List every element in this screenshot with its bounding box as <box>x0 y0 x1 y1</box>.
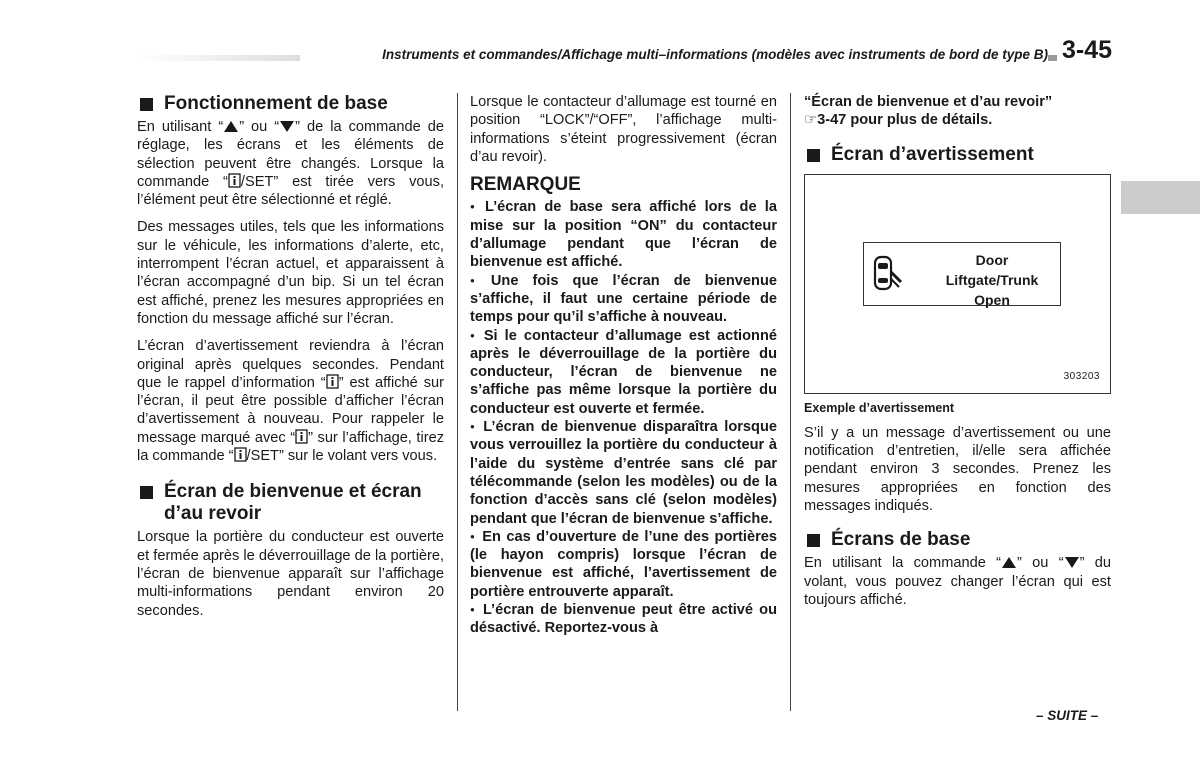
paragraph: Lorsque le contacteur d’allumage est tourné en position “LOCK”/“OFF”, l’affichage multi-informations s’éteint progressivement (écran d’au revoir). <box>470 94 777 165</box>
figure-caption: Exemple d’avertissement <box>804 400 955 415</box>
up-triangle-icon <box>1001 556 1017 569</box>
list-item: ● L’écran de bienvenue peut être activé ou désactivé. Reportez-vous à <box>470 601 777 638</box>
remarque-heading: REMARQUE <box>470 174 581 196</box>
column-3 <box>804 93 1111 609</box>
warning-message: Door Liftgate/Trunk Open <box>945 251 1039 308</box>
paragraph: En utilisant la commande “ ” ou “ ” du volant, vous pouvez changer l’écran qui est toujours affiché. <box>804 555 1111 608</box>
list-item: ● Une fois que l’écran de bienvenue s’affiche, il faut une certaine période de temps pour qu’il s’affiche à nouveau. <box>470 272 777 327</box>
list-item: ● En cas d’ouverture de l’une des portières (le hayon compris) lorsque l’écran de bienvenue est affiché, l’avertissement de portière entrouverte apparaît. <box>470 528 777 601</box>
heading-square-icon <box>140 486 153 499</box>
paragraph: En utilisant “ ” ou “ ” de la commande de réglage, les écrans et les éléments de sélection peuvent être changés. Lorsque la commande “ /SET” est tirée vers vous, l’élément peut être sélectionné et réglé. <box>137 119 444 209</box>
paragraph: Lorsque la portière du conducteur est ouverte et fermée après le déverrouillage de la portière, l’écran de bienvenue apparaît sur l’affichage multi-informations pendant environ 20 secondes. <box>137 529 444 619</box>
column-divider <box>790 93 791 711</box>
paragraph: S’il y a un message d’avertissement ou une notification d’entretien, il/elle sera affichée pendant environ 3 secondes. Prenez les mesures appropriées en fonction des messages indiqués. <box>804 424 1111 515</box>
reference-icon: ☞ <box>804 112 818 129</box>
section-heading: Écran d’avertissement <box>804 144 1111 166</box>
continued-label: – SUITE – <box>1036 708 1099 723</box>
warning-display <box>863 242 1061 306</box>
section-heading: Écrans de base <box>804 529 1111 551</box>
header-title: Instruments et commandes/Affichage multi–informations (modèles avec instruments de bord de type B) <box>300 47 1048 62</box>
up-triangle-icon <box>223 120 239 133</box>
list-item: ● L’écran de bienvenue disparaîtra lorsque vous verrouillez la portière du conducteur à l’aide du système d’entrée sans clé par télécommande (selon les modèles) ou de la fonction d’accès sans clé (selon modèles) pendant que l’écran de bienvenue s’affiche. <box>470 418 777 528</box>
list-item: ● Si le contacteur d’allumage est actionné après le déverrouillage de la portière du conducteur, l’écran de bienvenue ne s’affiche pas même lorsque la portière du conducteur est ouverte et fermée. <box>470 327 777 418</box>
down-triangle-icon <box>279 120 295 133</box>
section-tab <box>1121 181 1200 214</box>
paragraph: L’écran d’avertissement reviendra à l’écran original après quelques secondes. Pendant que le rappel d’information “ ” est affiché sur l’écran, il peut être possible d’afficher l’écran d’avertissement à nouveau. Pour rappeler le message marqué avec “ ” sur l’affichage, tirez la commande “ /SET” sur le volant vers vous. <box>137 338 445 465</box>
column-divider <box>457 93 458 711</box>
figure-id: 303203 <box>1063 371 1100 383</box>
info-box-icon <box>228 173 241 188</box>
heading-square-icon <box>807 149 820 162</box>
column-2 <box>470 93 777 638</box>
warning-figure <box>804 174 1111 394</box>
info-box-icon <box>295 429 308 444</box>
section-heading: Écran de bienvenue et écran d’au revoir <box>137 481 444 525</box>
page-number: 3-45 <box>1062 36 1113 64</box>
remarque-list <box>470 198 777 637</box>
column-1 <box>137 93 444 620</box>
info-box-icon <box>234 447 247 462</box>
info-box-icon <box>326 374 339 389</box>
section-heading: Fonctionnement de base <box>137 93 444 115</box>
door-open-car-icon <box>872 254 906 294</box>
list-item: ● L’écran de base sera affiché lors de la mise sur la position “ON” du contacteur d’allumage pendant que l’écran de bienvenue est affiché. <box>470 198 777 271</box>
heading-square-icon <box>140 98 153 111</box>
paragraph: Des messages utiles, tels que les informations sur le véhicule, les informations d’alerte, etc, interrompent l’écran actuel, et apparaissent à l’écran accompagné d’un bip. Si un tel écran est affiché, prenez les mesures appropriées en fonction du message affiché sur l’écran. <box>137 219 444 327</box>
down-triangle-icon <box>1064 556 1080 569</box>
cross-reference: “Écran de bienvenue et d’au revoir” ☞3-47 pour plus de détails. <box>804 94 1053 129</box>
heading-square-icon <box>807 534 820 547</box>
